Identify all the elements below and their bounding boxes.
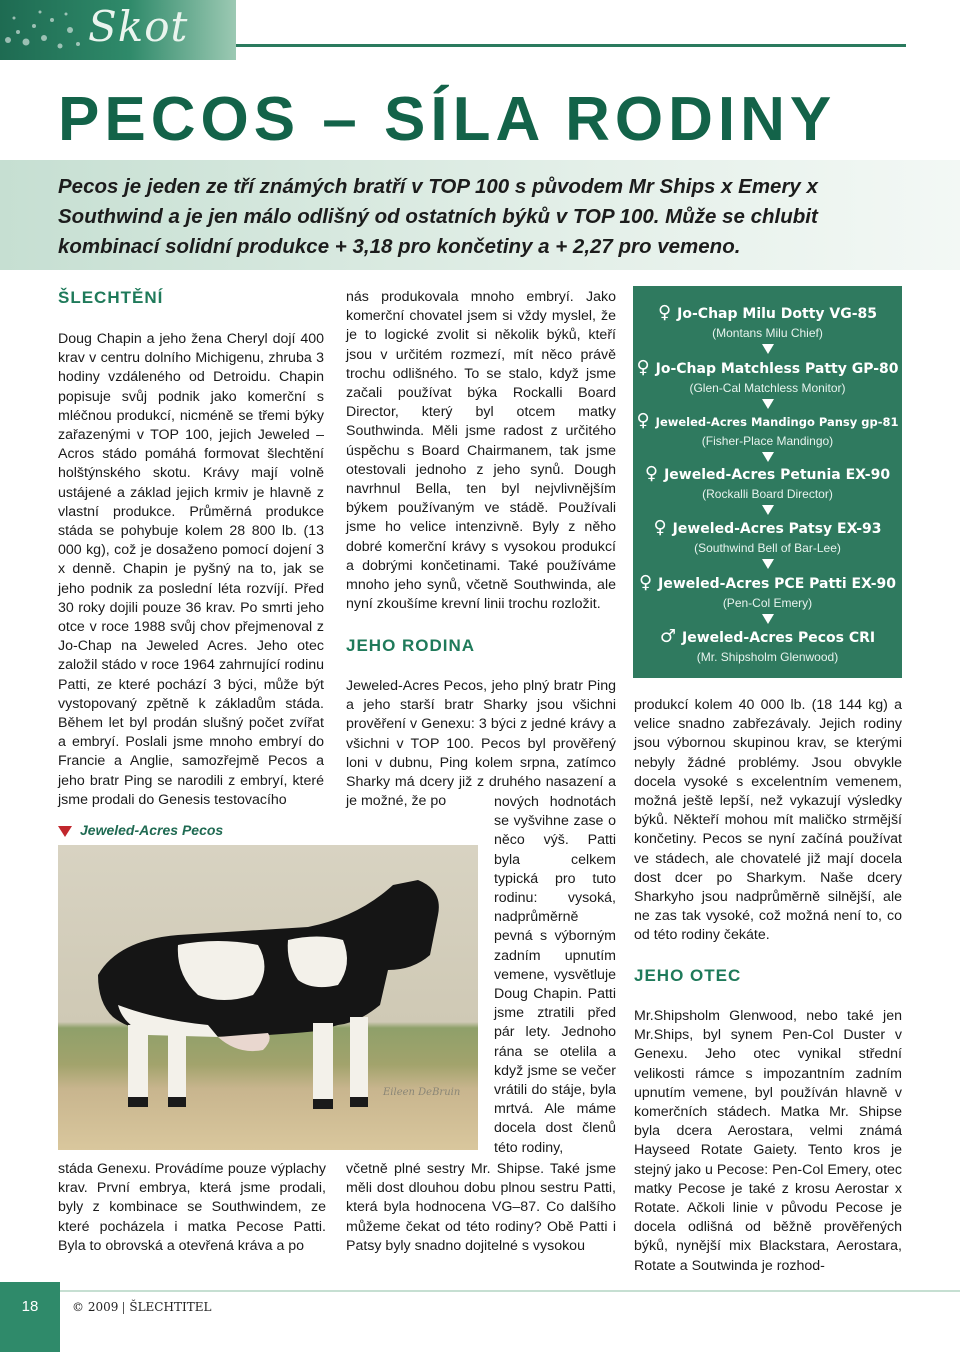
photo-caption bbox=[58, 822, 223, 838]
heading-family: JEHO RODINA bbox=[346, 636, 476, 655]
pedigree-sire: (Southwind Bell of Bar-Lee) bbox=[694, 541, 841, 555]
pedigree-entry bbox=[633, 463, 902, 515]
paragraph: Mr.Shipsholm Glenwood, nebo také jen Mr.Ships, byl synem Pen-Col Duster v Genexu. Jeho otec vynikal střední velikosti rámce s impozantním zadním upnutím vemene, byl používán hlavně v komerčních stádech. Matka Mr. Shipse byla dcera Aerostara, velmi známá Hayseed Rotate Gaiety. Tento kros je stejný jako u Pecose: Pen-Col Emery, otec matky Pecose je také z krosu Aerostar x Rotate. Ačkoli linie v původu Pecose je docela odlišná od běžně prověřených býků, nynější mix Blackstara, Aerostara, Rotate a Soutwinda je rozhod- bbox=[634, 1008, 902, 1274]
pedigree-entry bbox=[633, 572, 902, 624]
footer-rule bbox=[0, 1290, 960, 1292]
photo-caption-text: Jeweled-Acres Pecos bbox=[80, 822, 224, 838]
down-arrow-icon bbox=[762, 559, 774, 569]
pedigree-name: Jeweled-Acres Mandingo Pansy gp-81 bbox=[655, 415, 899, 429]
pedigree-entry bbox=[633, 357, 902, 409]
column-2-family-text bbox=[346, 677, 616, 811]
column-2-wrap-text bbox=[494, 793, 616, 1158]
heading-breeding: ŠLECHTĚNÍ bbox=[58, 288, 164, 307]
header-rule bbox=[236, 44, 906, 47]
down-arrow-icon bbox=[762, 399, 774, 409]
female-symbol-icon: ♀ bbox=[638, 572, 653, 593]
pedigree-sire: (Montans Milu Chief) bbox=[712, 326, 823, 340]
female-symbol-icon: ♀ bbox=[653, 517, 667, 538]
page-number: 18 bbox=[21, 1298, 39, 1315]
heading-father: JEHO OTEC bbox=[634, 966, 742, 985]
down-arrow-icon bbox=[762, 452, 774, 462]
male-symbol-icon: ♂ bbox=[659, 626, 676, 647]
down-arrow-icon bbox=[762, 344, 774, 354]
footer-separator bbox=[123, 1302, 124, 1314]
pedigree-name: Jeweled-Acres Patsy EX-93 bbox=[672, 521, 882, 537]
paragraph: produkcí kolem 40 000 lb. (18 144 kg) a velice snadno zabřezávaly. Jejich rodiny jsou výbornou skupinou krav, se kterými nebyly žádné problémy. Jsou obvykle docela vysoké s excelentním vemenem, možná ještě lepší, než vykazují výsledky býků. Někteří mohou mít maličko strmější končetiny. Pecos se nyní začíná používat ve stádech, ale chovatelé již mají docela dost dcer po Sharkym. Naše dcery Sharkyho jsou nadprůměrně silnější, ale ne zas tak vysoké, což možná není to, co od této rodiny čekáte. bbox=[634, 697, 902, 944]
pedigree-entry bbox=[633, 302, 902, 354]
down-arrow-icon bbox=[762, 505, 774, 515]
paragraph: nás produkovala mnoho embryí. Jako komerční chovatel jsem si vždy myslel, že je to logické zvolit si několik býků, kteří jsou v určitém rozmezí, mít něco právě trochu odlišného. To se stalo, když jsme začali používat býka Rockalli Board Director, který byl otcem matky Southwinda. Měli jsme radost z určitého úspěchu s Board Chairmanem, tak jsme otestovali jednoho z jeho synů. Dough navrhnul Bella, ten byl nejvlivnějším býkem používaným ve stádě. Používali jsme ho velice intenzivně. Byly z něho dobré komerční krávy s vysokou produkcí a dobrými končetinami. Také používáme mnoho jeho synů, včetně Southwinda, ale nyní zkoušíme krevní linii trochu rozložit. bbox=[346, 289, 616, 613]
pedigree-sire: (Mr. Shipsholm Glenwood) bbox=[696, 650, 839, 664]
pedigree-entry bbox=[633, 517, 902, 569]
pedigree-sire: (Pen-Col Emery) bbox=[722, 596, 813, 610]
female-symbol-icon: ♀ bbox=[636, 357, 650, 378]
pedigree-name: Jo-Chap Matchless Patty GP-80 bbox=[655, 361, 899, 377]
pedigree-box bbox=[633, 286, 902, 678]
cow-illustration bbox=[58, 845, 478, 1150]
pedigree-sire: (Rockalli Board Director) bbox=[702, 487, 833, 501]
article-title: PECOS – SÍLA RODINY bbox=[58, 85, 837, 154]
page-number-box bbox=[0, 1282, 60, 1352]
pedigree-entry bbox=[633, 626, 902, 664]
pedigree-name: Jeweled-Acres PCE Patti EX-90 bbox=[658, 576, 897, 592]
article-lead: Pecos je jeden ze tří známých bratří v TOP 100 s původem Mr Ships x Emery x Southwind a je jen málo odlišný od ostatních býků v TOP 100. Může se chlubit kombinací solidní produkce + 3,18 pro končetiny a + 2,27 pro vemeno. bbox=[58, 175, 818, 258]
pedigree-name: Jo-Chap Milu Dotty VG-85 bbox=[677, 306, 878, 322]
publication-name: ŠLECHTITEL bbox=[129, 1300, 212, 1314]
paragraph: Doug Chapin a jeho žena Cheryl dojí 400 krav v centru dolního Michigenu, zhruba 3 hodiny vzdáleného od Detroidu. Chapin popisuje svůj podnik jako komerční s mléčnou produkcí, nicméně se třemi býky zařazenými v TOP 100, jejich Jeweled – Acros stádo pomáhá formovat šlechtění holštýnského skotu. Krávy mají volně ustájené a základ jejich krmiv je hlavně z vlastní produkce. Průměrná produkce stáda se pohybuje kolem 28 800 lb. (13 000 kg), což je dosaženo pomocí dojení 3 x denně. Chapin je pyšný na to, jak se jeho podnik za poslední léta rozvíjí. Před 30 roky dojili pouze 36 krav. Po smrti jeho otce v roce 1988 svůj chov přejmenoval z Jo-Chap na Jeweled Acres. Jeho otec založil stádo v roce 1964 zahrnující rodinu Patti, ze které pochází 3 býci, může být vystopovaný zpětně k základům stáda. Během let byl prodán slušný počet zvířat a embryí. Poslali jsme mnoho embryí do Francie a Anglie, samozřejmě Pecos a jeho bratr Ping se narodili z embryí, které jsme prodali do Genesis testovacího bbox=[58, 331, 324, 808]
pedigree-name: Jeweled-Acres Petunia EX-90 bbox=[664, 467, 891, 483]
column-2-text bbox=[346, 288, 616, 614]
paragraph: nových hodnotách se vyšvihne zase o něco výš. Patti byla celkem typická pro tuto rodinu: vysoká, nadprůměrně pevná s výborným zadním upnutím vemene, vysvětluje Doug Chapin. Patti jsme ztratili před pár lety. Jednoho rána se otelila a když jsme se večer vrátili do stáje, byla mrtvá. Ale máme docela dost členů této rodiny, bbox=[494, 794, 616, 1156]
female-symbol-icon: ♀ bbox=[636, 410, 650, 431]
column-3-text bbox=[634, 696, 902, 946]
female-symbol-icon: ♀ bbox=[657, 302, 672, 323]
pedigree-entry bbox=[633, 410, 902, 462]
column-2-end-text bbox=[346, 1160, 616, 1256]
cow-photo bbox=[58, 845, 478, 1150]
triangle-bullet-icon bbox=[58, 826, 72, 837]
female-symbol-icon: ♀ bbox=[644, 463, 659, 484]
pedigree-name: Jeweled-Acres Pecos CRI bbox=[681, 630, 876, 646]
pedigree-sire: (Glen-Cal Matchless Monitor) bbox=[689, 381, 846, 395]
paragraph: stáda Genexu. Provádíme pouze výplachy krav. První embrya, která jsme prodali, byly z kombinace se Southwindem, ze které pocházela i matka Pecose Patti. Byla to obrovská a otevřená kráva a po bbox=[58, 1161, 326, 1254]
photo-credit: Eileen DeBruin bbox=[383, 1087, 461, 1098]
column-1-continued bbox=[58, 1160, 326, 1256]
paragraph: Jeweled-Acres Pecos, jeho plný bratr Ping a jeho starší bratr Sharky jsou všichni prověření v Genexu: 3 býci z jedné krávy a všichni v TOP 100. Pecos byl prověřený loni v dubnu, Ping kolem srpna, zatímco Sharky má dcery již z druhého nasazení a je možné, že po bbox=[346, 678, 616, 810]
section-label: Skot bbox=[88, 2, 189, 51]
paragraph: včetně plné sestry Mr. Shipse. Také jsme měli dost dlouhou dobu plnou sestru Patti, která byla hodnocena VG–87. Co dalšího můžeme čekat od této rodiny? Obě Patti i Patsy byly snadno dojitelné s vysokou bbox=[346, 1161, 616, 1254]
column-3-father-text bbox=[634, 1007, 902, 1276]
down-arrow-icon bbox=[762, 614, 774, 624]
pedigree-sire: (Fisher-Place Mandingo) bbox=[701, 434, 834, 448]
copyright: © 2009 bbox=[72, 1300, 119, 1314]
footer-credit bbox=[72, 1300, 211, 1314]
column-1-text bbox=[58, 330, 324, 810]
